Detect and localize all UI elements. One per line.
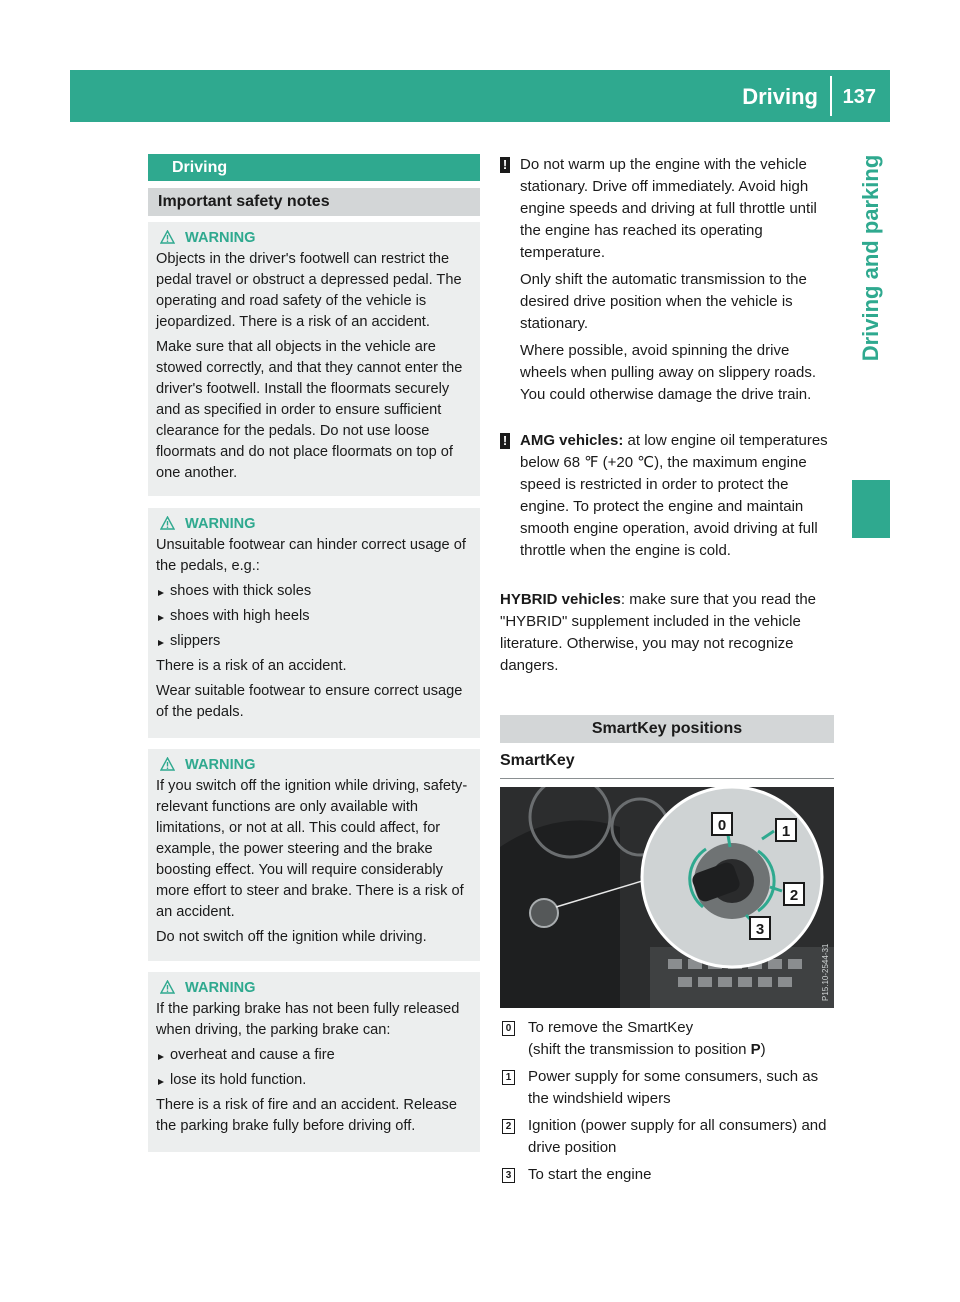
legend-item [500,1164,834,1186]
callout-label: 3 [755,921,765,938]
notice-text: at low engine oil temperatures below 68 ℉ (+20 ℃), the maximum engine speed is restricted in order to protect the engine. To protect the engine and maintain smooth engine operation, avoid driving at full throttle when the engine is cold. [520,432,828,559]
legend-text: To start the engine [528,1166,652,1183]
warning-title: WARNING [185,516,256,532]
warning-text: Unsuitable footwear can hinder correct usage of the pedals, e.g.: [156,537,466,574]
warning-triangle-icon [160,230,175,244]
list-item: shoes with high heels [156,606,472,627]
figure-code: P15.10-2544-31 [821,943,830,1001]
legend-item [500,1066,834,1110]
notice-amg-vehicles [500,430,834,567]
smartkey-positions-heading: SmartKey positions [500,715,834,743]
notice-exclamation-icon: ! [500,433,510,449]
legend-item [500,1115,834,1159]
legend-subtext-bold: P [750,1041,761,1058]
header-divider [830,76,832,116]
section-heading: Driving [148,154,480,181]
warning-text: Make sure that all objects in the vehicle are stowed correctly, and that they cannot enter the driver's footwell. Install the floormats securely and as specified in order to ensure sufficient clearance for the pedals. Do not use loose floormats and do not place floormats on top of one another. [156,339,463,481]
legend-subtext: ) [760,1041,766,1058]
legend-text: Power supply for some consumers, such as the windshield wipers [528,1068,819,1107]
list-item: shoes with thick soles [156,581,472,602]
hybrid-text: : make sure that you read the "HYBRID" supplement included in the vehicle literature. Otherwise, you may not recognize dangers. [500,591,817,674]
warning-text: If the parking brake has not been fully released when driving, the parking brake can: [156,1001,460,1038]
hybrid-bold-lead: HYBRID vehicles [500,591,621,608]
position-key-icon: 1 [502,1070,515,1085]
list-item: overheat and cause a fire [156,1045,472,1066]
header-section-title: Driving [742,84,818,109]
notice-text: Where possible, avoid spinning the drive wheels when pulling away on slippery roads. You could otherwise damage the drive train. [520,342,817,403]
side-tab-marker [852,480,890,538]
warning-text: Do not switch off the ignition while driving. [156,929,427,945]
warning-triangle-icon [160,757,175,771]
bullet-list [156,581,472,652]
notice-exclamation-icon: ! [500,157,510,173]
legend-item [500,1017,834,1061]
subsection-heading: Important safety notes [148,188,480,216]
warning-box-footwear [148,508,480,738]
warning-title: WARNING [185,230,256,246]
notice-bold-lead: AMG vehicles: [520,432,624,449]
warning-text: If you switch off the ignition while driving, safety-relevant functions are only available with limitations, or not at all. This could affect, for example, the power steering and the brake boosting effect. You will require considerably more effort to steer and brake. There is a risk of an accident. [156,778,468,920]
smartkey-legend [500,1017,834,1191]
position-key-icon: 0 [502,1021,515,1036]
notice-text: Only shift the automatic transmission to the desired drive position when the vehicle is stationary. [520,271,807,332]
warning-triangle-icon [160,516,175,530]
side-tab-label: Driving and parking [858,154,883,362]
hybrid-vehicles-note [500,589,834,677]
warning-title: WARNING [185,980,256,996]
warning-box-parking-brake [148,972,480,1152]
position-key-icon: 3 [502,1168,515,1183]
bullet-list [156,1045,472,1091]
side-tab [852,122,890,394]
ignition-illustration [500,787,834,1008]
warning-text: Wear suitable footwear to ensure correct usage of the pedals. [156,683,463,720]
legend-text: To remove the SmartKey [528,1019,694,1036]
notice-engine-warmup [500,154,834,411]
callout-label: 1 [781,823,791,840]
warning-box-footwell-objects [148,222,480,496]
callout-label: 0 [717,817,727,834]
list-item: lose its hold function. [156,1070,472,1091]
smartkey-label: SmartKey [500,752,834,779]
notice-text: Do not warm up the engine with the vehicle stationary. Drive off immediately. Avoid high engine speeds and driving at full throttle until the engine has reached its operating temperature. [520,156,817,261]
warning-triangle-icon [160,980,175,994]
page-number: 137 [842,86,876,108]
list-item: slippers [156,631,472,652]
page-header-bar [70,70,890,122]
position-key-icon: 2 [502,1119,515,1134]
smartkey-ignition-figure [500,787,834,1008]
callout-label: 2 [789,887,799,904]
warning-title: WARNING [185,757,256,773]
legend-text: Ignition (power supply for all consumers) and drive position [528,1117,827,1156]
warning-box-ignition [148,749,480,961]
legend-subtext: (shift the transmission to position [528,1041,751,1058]
warning-text: Objects in the driver's footwell can restrict the pedal travel or obstruct a depressed pedal. The operating and road safety of the vehicle is jeopardized. There is a risk of an accident. [156,251,462,330]
warning-text: There is a risk of an accident. [156,658,347,674]
warning-text: There is a risk of fire and an accident. Release the parking brake fully before driving off. [156,1097,457,1134]
